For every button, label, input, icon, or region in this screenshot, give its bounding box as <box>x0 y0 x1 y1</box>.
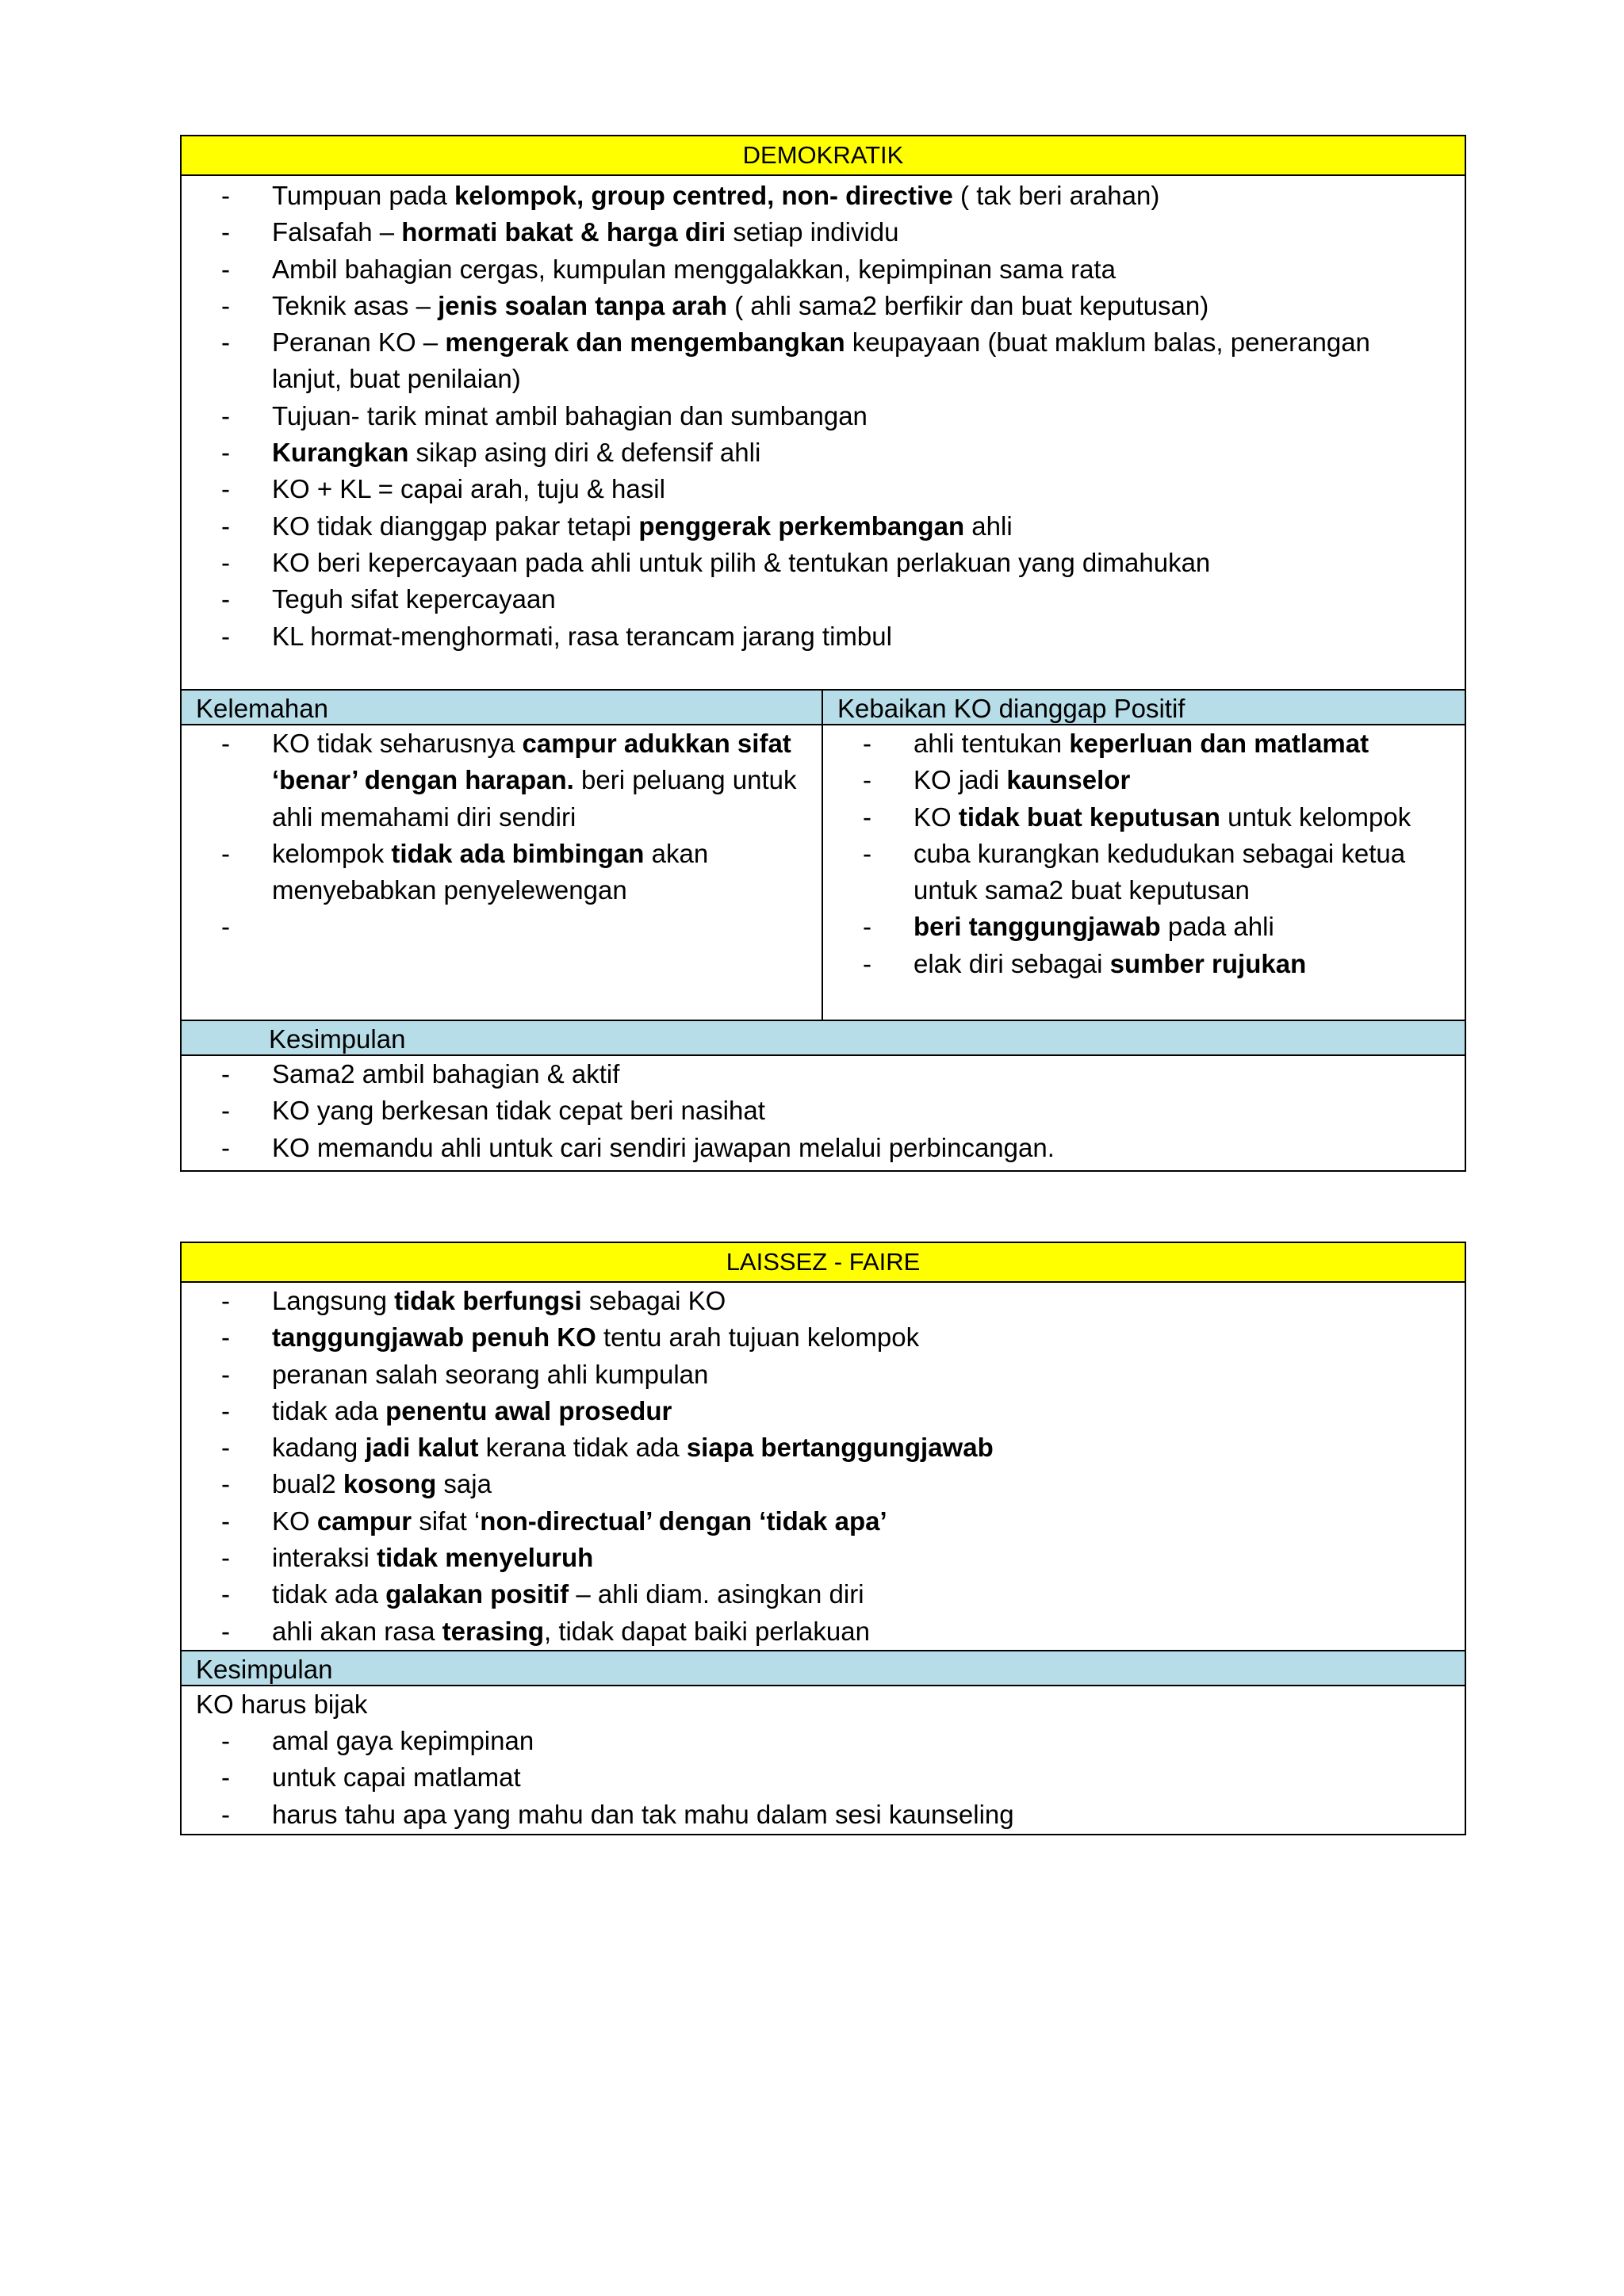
list-item: - KO jadi kaunselor <box>823 762 1465 798</box>
list-item: - KO tidak seharusnya campur adukkan sifat ‘benar’ dengan harapan. beri peluang untuk ahli memahami diri sendiri <box>182 725 822 836</box>
list-item: - tidak ada galakan positif – ahli diam. asingkan diri <box>182 1576 1465 1613</box>
list-item: - KO tidak dianggap pakar tetapi penggerak perkembangan ahli <box>182 508 1465 545</box>
list-item: - Tujuan- tarik minat ambil bahagian dan sumbangan <box>182 398 1465 434</box>
list-item: - kadang jadi kalut kerana tidak ada siapa bertanggungjawab <box>182 1429 1465 1466</box>
list-item: - KO + KL = capai arah, tuju & hasil <box>182 471 1465 507</box>
list-item: - KO yang berkesan tidak cepat beri nasihat <box>182 1093 1465 1129</box>
list-item: - Falsafah – hormati bakat & harga diri setiap individu <box>182 214 1465 251</box>
kesimpulan-list <box>182 1723 1465 1833</box>
kelemahan-column <box>182 689 823 1020</box>
list-item: - Teguh sifat kepercayaan <box>182 581 1465 618</box>
list-item: - untuk capai matlamat <box>182 1759 1465 1796</box>
kelemahan-header: Kelemahan <box>182 689 822 725</box>
list-item: - kelompok tidak ada bimbingan akan menyebabkan penyelewengan <box>182 836 822 909</box>
list-item: - interaksi tidak menyeluruh <box>182 1540 1465 1576</box>
list-item: - Teknik asas – jenis soalan tanpa arah ( ahli sama2 berfikir dan buat keputusan) <box>182 288 1465 324</box>
list-item: - ahli tentukan keperluan dan matlamat <box>823 725 1465 762</box>
list-item: - cuba kurangkan kedudukan sebagai ketua untuk sama2 buat keputusan <box>823 836 1465 909</box>
list-item: - Langsung tidak berfungsi sebagai KO <box>182 1283 1465 1319</box>
kesimpulan-header: Kesimpulan <box>182 1650 1465 1686</box>
list-item: - Peranan KO – mengerak dan mengembangkan keupayaan (buat maklum balas, penerangan lanjut, buat penilaian) <box>182 324 1465 398</box>
list-item: - amal gaya kepimpinan <box>182 1723 1465 1759</box>
list-item: - Sama2 ambil bahagian & aktif <box>182 1056 1465 1093</box>
list-item: - tidak ada penentu awal prosedur <box>182 1393 1465 1429</box>
list-item <box>182 909 822 945</box>
demokratik-table <box>180 135 1466 1172</box>
kebaikan-header: Kebaikan KO dianggap Positif <box>823 689 1465 725</box>
kesimpulan-intro: KO harus bijak <box>196 1689 368 1719</box>
pros-cons-row <box>182 689 1465 1020</box>
list-item: - KO beri kepercayaan pada ahli untuk pilih & tentukan perlakuan yang dimahukan <box>182 545 1465 581</box>
list-item: - harus tahu apa yang mahu dan tak mahu dalam sesi kaunseling <box>182 1797 1465 1833</box>
list-item: - Kurangkan sikap asing diri & defensif ahli <box>182 434 1465 471</box>
list-item: - KO tidak buat keputusan untuk kelompok <box>823 799 1465 836</box>
kesimpulan-list <box>182 1056 1465 1166</box>
list-item: - elak diri sebagai sumber rujukan <box>823 946 1465 982</box>
list-item: - Ambil bahagian cergas, kumpulan menggalakkan, kepimpinan sama rata <box>182 251 1465 288</box>
list-item: - peranan salah seorang ahli kumpulan <box>182 1357 1465 1393</box>
list-item: - ahli akan rasa terasing, tidak dapat baiki perlakuan <box>182 1613 1465 1650</box>
list-item: - KO memandu ahli untuk cari sendiri jawapan melalui perbincangan. <box>182 1130 1465 1166</box>
laissez-faire-title: LAISSEZ - FAIRE <box>182 1243 1465 1283</box>
list-item: - tanggungjawab penuh KO tentu arah tujuan kelompok <box>182 1319 1465 1356</box>
laissez-faire-table <box>180 1242 1466 1835</box>
list-item: - bual2 kosong saja <box>182 1466 1465 1502</box>
kebaikan-column <box>823 689 1465 1020</box>
demokratik-points <box>182 176 1465 689</box>
list-item: - KO campur sifat ‘non-directual’ dengan ‘tidak apa’ <box>182 1503 1465 1540</box>
kesimpulan-header: Kesimpulan <box>182 1020 1465 1056</box>
list-item: - Tumpuan pada kelompok, group centred, non- directive ( tak beri arahan) <box>182 178 1465 214</box>
list-item: - KL hormat-menghormati, rasa terancam jarang timbul <box>182 618 1465 655</box>
laissez-points <box>182 1283 1465 1650</box>
demokratik-title: DEMOKRATIK <box>182 136 1465 176</box>
list-item: - beri tanggungjawab pada ahli <box>823 909 1465 945</box>
